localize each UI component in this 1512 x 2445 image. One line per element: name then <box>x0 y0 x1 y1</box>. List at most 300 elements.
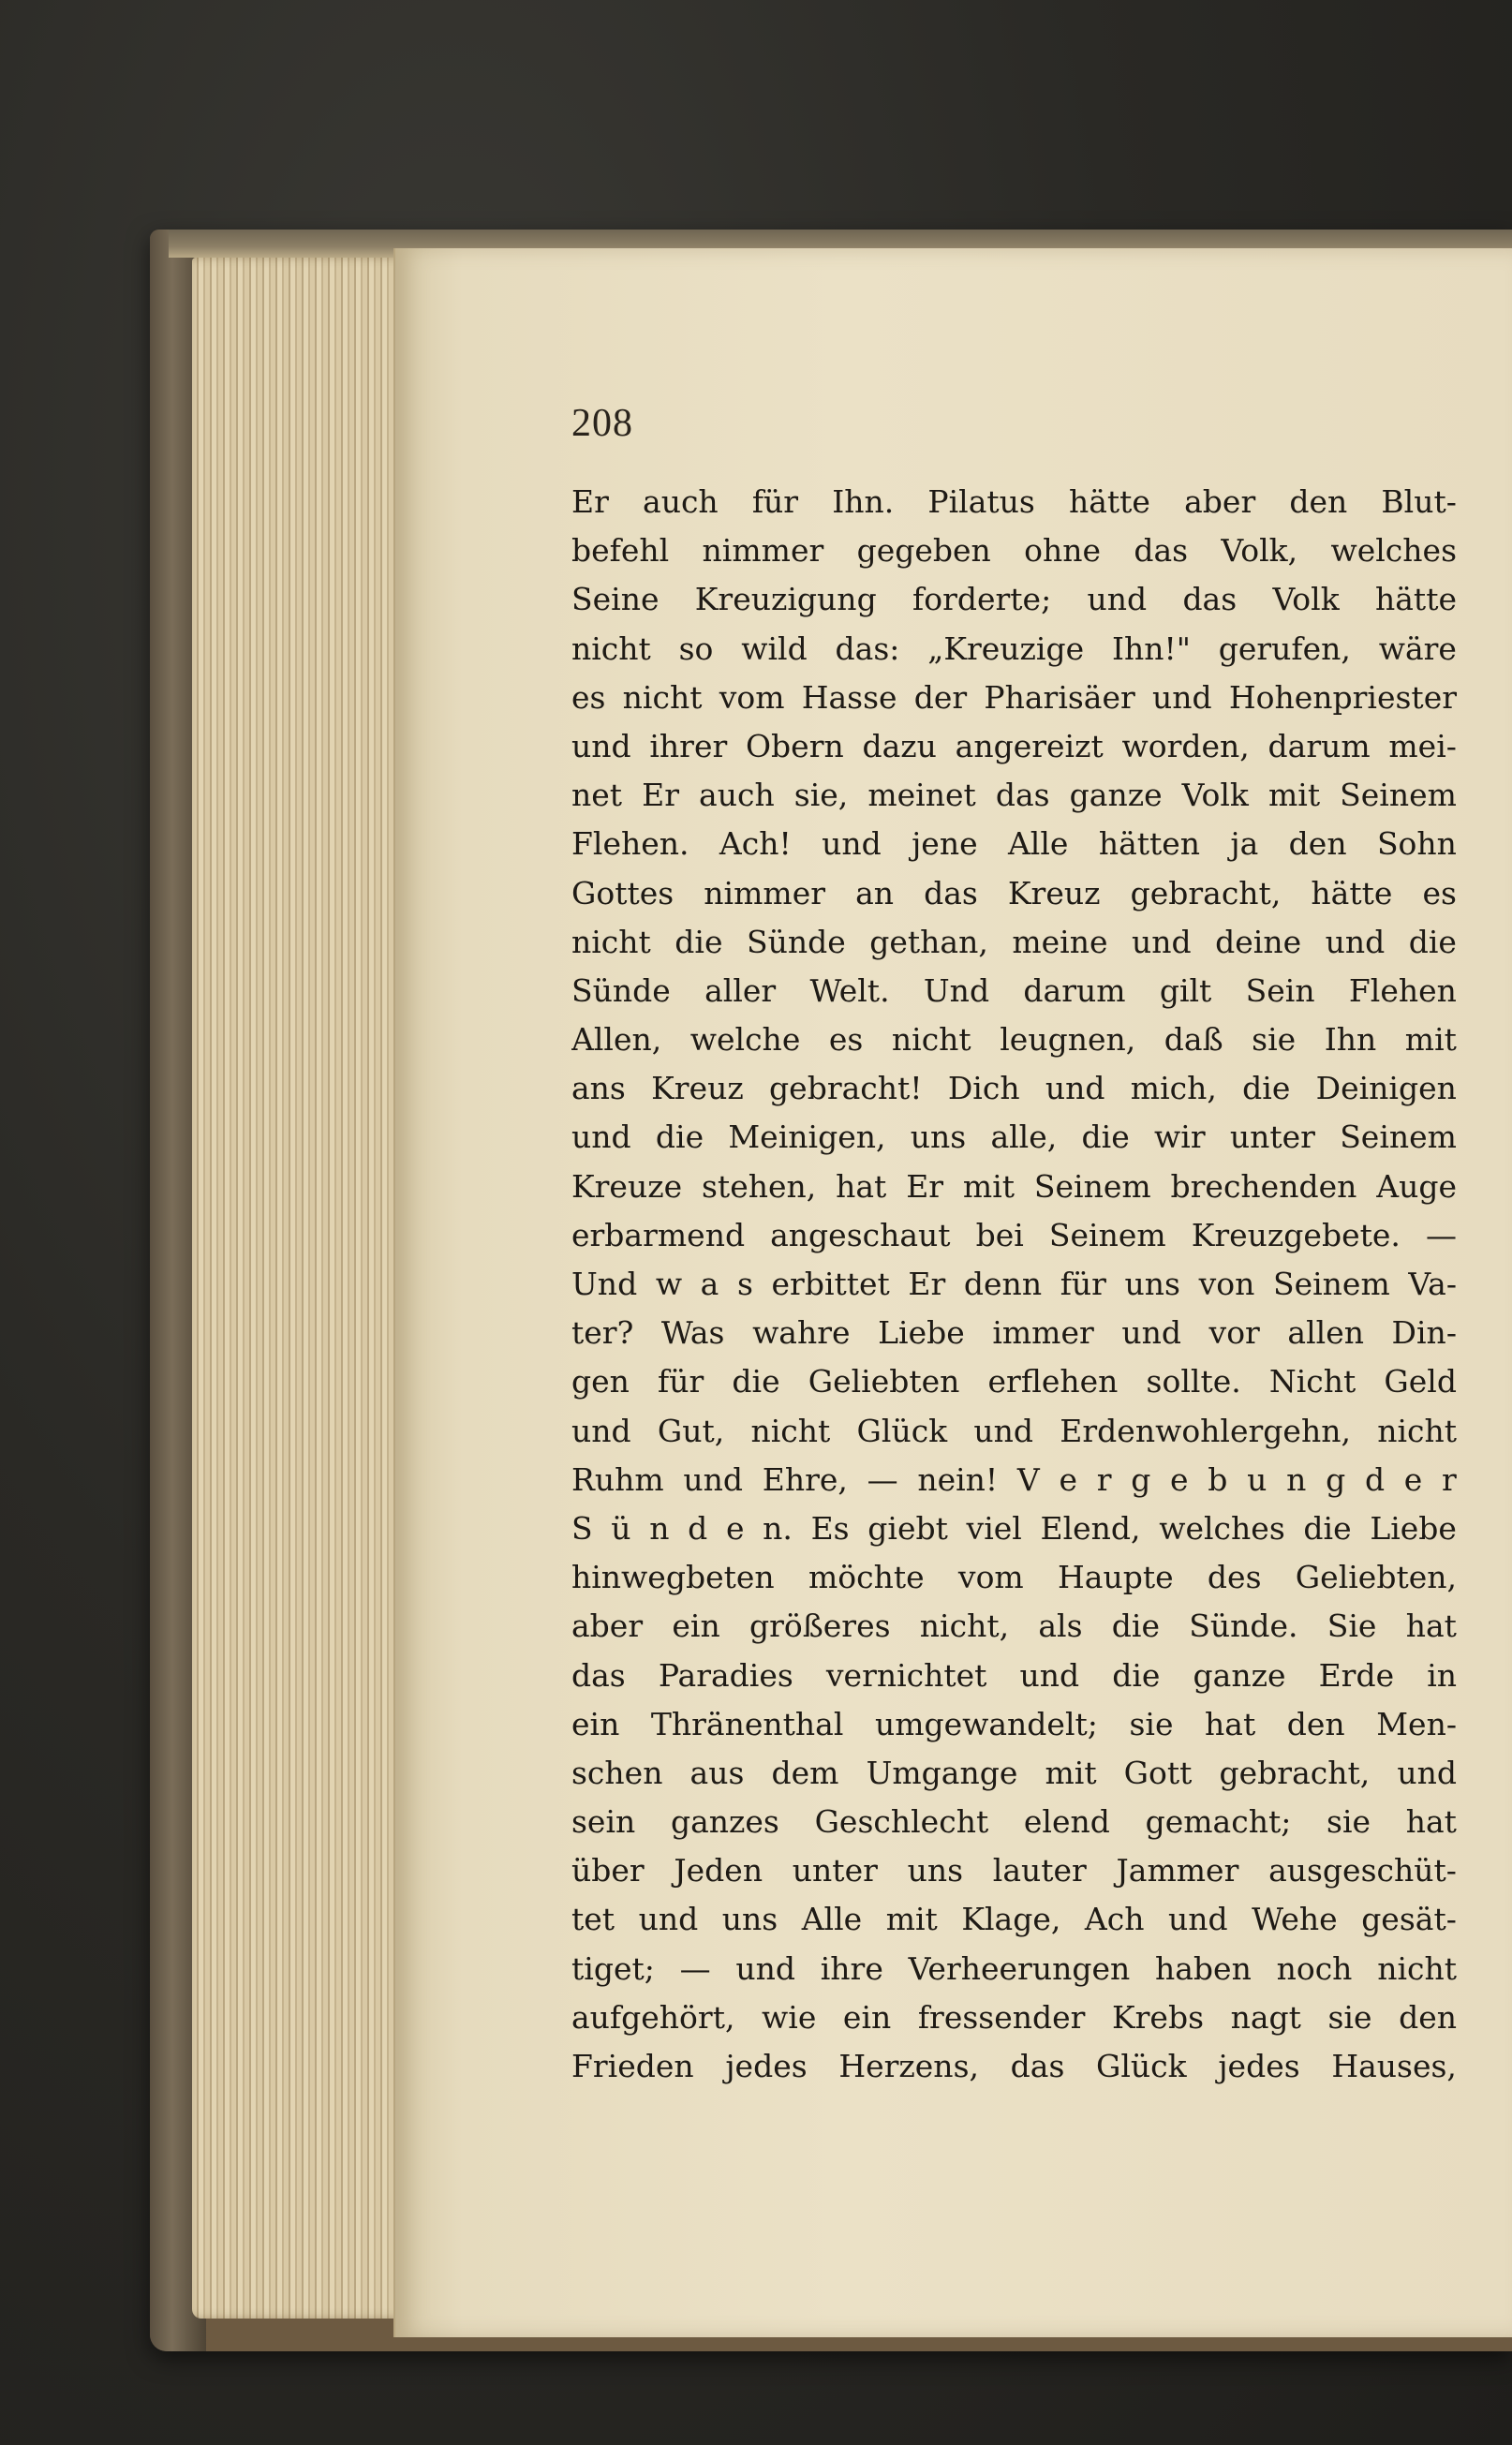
word: Und <box>923 971 990 1009</box>
word: und <box>1045 1070 1105 1107</box>
word: hat <box>1205 1705 1256 1742</box>
word: die <box>655 1119 704 1156</box>
word: Thränenthal <box>650 1705 844 1742</box>
word: b <box>1208 1460 1228 1498</box>
text-line <box>571 869 1457 918</box>
word: mit <box>1045 1754 1097 1791</box>
word: lauter <box>992 1852 1087 1889</box>
word: die <box>732 1363 780 1400</box>
word: gebracht, <box>1130 874 1282 911</box>
word: stehen, <box>702 1167 817 1205</box>
text-line <box>571 918 1457 967</box>
word: Ehre, <box>762 1460 848 1498</box>
word: Sünde <box>571 971 671 1009</box>
word: unter <box>1229 1119 1315 1156</box>
word: die <box>1111 1608 1160 1645</box>
word: und <box>683 1460 744 1498</box>
word: hätte <box>1068 483 1150 520</box>
word: ganze <box>1193 1656 1286 1694</box>
word: nicht <box>1377 1412 1457 1449</box>
word: Geliebten <box>808 1363 960 1400</box>
page-number: 208 <box>571 402 633 445</box>
text-line <box>571 1993 1457 2042</box>
word: Verheerungen <box>908 1949 1131 1987</box>
word: mich, <box>1130 1070 1217 1107</box>
word: Sie <box>1327 1608 1377 1645</box>
word: Seinem <box>1340 1119 1457 1156</box>
word: aus <box>689 1754 745 1791</box>
word: hat <box>1405 1803 1457 1841</box>
word: Sünde <box>747 923 846 960</box>
word: Hauses, <box>1331 2048 1457 2084</box>
word: meine <box>1012 923 1108 960</box>
text-line <box>571 722 1457 771</box>
word: nicht, <box>919 1608 1010 1645</box>
text-line <box>571 1945 1457 1993</box>
word: haben <box>1154 1949 1252 1987</box>
word: Hasse <box>801 678 897 716</box>
word: es <box>1422 874 1457 911</box>
word: das <box>1182 581 1238 618</box>
word: wild <box>741 630 808 667</box>
word: auch <box>699 777 775 814</box>
word: Welt. <box>809 971 890 1009</box>
word: umgewandelt; <box>874 1705 1098 1742</box>
word: ans <box>571 1070 626 1107</box>
word: ihrer <box>649 727 728 764</box>
word: darum <box>1023 971 1126 1009</box>
word: für <box>751 483 799 520</box>
word: ter? <box>571 1314 634 1352</box>
word: Liebe <box>1370 1509 1457 1547</box>
text-line <box>571 1749 1457 1798</box>
word: Volk <box>1272 581 1340 618</box>
word: g <box>1131 1460 1151 1498</box>
word: mei- <box>1388 727 1457 764</box>
word: w <box>655 1266 683 1302</box>
word: Ruhm <box>571 1460 664 1498</box>
word: hätten <box>1098 825 1201 863</box>
word: an <box>855 874 895 911</box>
word: das <box>1010 2048 1065 2084</box>
word: über <box>571 1852 645 1889</box>
word: hinwegbeten <box>571 1559 775 1596</box>
word: allen <box>1287 1314 1364 1352</box>
word: Volk <box>1181 777 1249 814</box>
word: Kreuzigung <box>694 581 877 618</box>
word: Flehen. <box>571 825 689 863</box>
word: und <box>638 1901 699 1938</box>
word: Es <box>810 1509 850 1547</box>
text-line <box>571 1113 1457 1162</box>
word: nicht <box>622 678 703 716</box>
word: sollte. <box>1146 1363 1241 1400</box>
word: d <box>1364 1460 1386 1498</box>
word: Geld <box>1384 1363 1457 1400</box>
word: denn <box>963 1266 1043 1302</box>
word: aller <box>704 971 777 1009</box>
word: befehl <box>571 532 670 570</box>
word: hat <box>836 1167 887 1205</box>
word: nicht <box>1377 1949 1457 1987</box>
word: welches <box>1330 532 1457 570</box>
word: und <box>1121 1314 1181 1352</box>
word: aber <box>571 1608 644 1645</box>
word: den <box>1286 1705 1345 1742</box>
word: sein <box>571 1803 636 1841</box>
word: Glück <box>856 1412 948 1449</box>
word: das <box>571 1656 626 1694</box>
word: Ach! <box>719 825 792 863</box>
word: der <box>913 678 968 716</box>
word: „Kreuzige <box>927 630 1085 667</box>
word: Klage, <box>961 1901 1061 1938</box>
text-line <box>571 2042 1457 2091</box>
word: nicht <box>750 1412 831 1449</box>
word: die <box>1408 923 1457 960</box>
word: dem <box>771 1754 839 1791</box>
word: Men- <box>1376 1705 1457 1742</box>
word: Wehe <box>1252 1901 1338 1938</box>
word: Allen, <box>571 1021 662 1059</box>
word: für <box>658 1363 704 1400</box>
word: Kreuz <box>1007 874 1101 911</box>
word: Ach <box>1084 1901 1145 1938</box>
word: gegeben <box>856 532 991 570</box>
word: Erde <box>1318 1656 1395 1694</box>
word: Frieden <box>571 2048 694 2084</box>
word: elend <box>1023 1803 1110 1841</box>
word: uns <box>910 1119 967 1156</box>
text-line <box>571 1700 1457 1749</box>
word: e <box>1170 1460 1189 1498</box>
word: vom <box>719 678 785 716</box>
word: mit <box>962 1167 1015 1205</box>
word: und <box>571 1412 631 1449</box>
word: wäre <box>1378 630 1457 667</box>
text-line <box>571 1553 1457 1602</box>
word: meinet <box>867 777 976 814</box>
word: aufgehört, <box>571 1998 735 2036</box>
word: gebracht! <box>769 1070 923 1107</box>
word: S <box>571 1509 593 1547</box>
word: die <box>1303 1509 1352 1547</box>
word: jedes <box>725 2048 808 2084</box>
word: Deinigen <box>1315 1070 1457 1107</box>
word: nicht <box>891 1021 971 1059</box>
word: schen <box>571 1754 663 1791</box>
word: sie <box>1129 1705 1174 1742</box>
word: den <box>1289 483 1348 520</box>
word: Alle <box>1007 825 1069 863</box>
word: es <box>828 1021 864 1059</box>
word: Ihn. <box>832 483 895 520</box>
word: forderte; <box>912 581 1052 618</box>
word: u <box>1247 1460 1267 1498</box>
word: gilt <box>1159 971 1212 1009</box>
word: nein! <box>917 1460 999 1498</box>
page-text <box>571 478 1457 2091</box>
word: immer <box>992 1314 1094 1352</box>
word: g <box>1326 1460 1346 1498</box>
word: Krebs <box>1112 1998 1205 2036</box>
word: und <box>1132 923 1192 960</box>
page-stack-edge <box>192 258 422 2319</box>
word: Obern <box>746 727 844 764</box>
word: n <box>649 1509 670 1547</box>
word: ja <box>1230 825 1259 863</box>
word: die <box>1112 1656 1161 1694</box>
word: sie <box>1327 1998 1372 2036</box>
word: sie <box>1252 1021 1297 1059</box>
word: ausgeschüt- <box>1268 1852 1457 1889</box>
word: worden, <box>1121 727 1250 764</box>
word: Ihn <box>1324 1021 1377 1059</box>
word: ohne <box>1024 532 1102 570</box>
word: uns <box>907 1852 964 1889</box>
word: nagt <box>1230 1998 1301 2036</box>
word: V <box>1016 1460 1040 1498</box>
word: und <box>1151 678 1212 716</box>
word: gethan, <box>869 923 988 960</box>
word: vor <box>1208 1314 1260 1352</box>
word: so <box>678 630 714 667</box>
word: möchte <box>808 1559 925 1596</box>
text-line <box>571 1602 1457 1651</box>
text-line <box>571 1504 1457 1553</box>
word: erflehen <box>987 1363 1119 1400</box>
word: deine <box>1215 923 1302 960</box>
word: vom <box>957 1559 1024 1596</box>
word: darum <box>1267 727 1371 764</box>
word: Din- <box>1391 1314 1457 1352</box>
word: Geschlecht <box>814 1803 989 1841</box>
word: den <box>1399 1998 1457 2036</box>
word: Alle <box>801 1901 863 1938</box>
word: Gottes <box>571 874 674 911</box>
word: giebt <box>867 1509 948 1547</box>
word: daß <box>1164 1021 1223 1059</box>
word: und <box>973 1412 1034 1449</box>
word: Seinem <box>1048 1216 1166 1253</box>
word: r <box>1096 1460 1112 1498</box>
word: e <box>725 1509 745 1547</box>
word: Flehen <box>1348 971 1457 1009</box>
word: erbarmend <box>571 1216 746 1253</box>
word: Elend, <box>1040 1509 1141 1547</box>
word: Ihn!" <box>1111 630 1191 667</box>
word: das: <box>835 630 900 667</box>
word: es <box>571 678 606 716</box>
word: Sohn <box>1376 825 1457 863</box>
word: wahre <box>752 1314 851 1352</box>
word: hat <box>1405 1608 1457 1645</box>
word: noch <box>1276 1949 1353 1987</box>
word: ein <box>842 1998 892 2036</box>
word: Liebe <box>878 1314 965 1352</box>
word: welche <box>689 1021 801 1059</box>
word: und <box>1325 923 1386 960</box>
word: und <box>735 1949 795 1987</box>
word: e <box>1059 1460 1077 1498</box>
word: brechenden <box>1170 1167 1357 1205</box>
word: net <box>571 777 623 814</box>
word: viel <box>966 1509 1022 1547</box>
word: wir <box>1154 1119 1206 1156</box>
word: gesät- <box>1361 1901 1457 1938</box>
word: das <box>1134 532 1189 570</box>
word: wie <box>762 1998 817 2036</box>
word: nicht <box>571 923 651 960</box>
word: tiget; <box>571 1949 655 1987</box>
word: unter <box>792 1852 878 1889</box>
word: Nicht <box>1268 1363 1356 1400</box>
text-line <box>571 1064 1457 1113</box>
word: den <box>1288 825 1347 863</box>
word: ihre <box>820 1949 883 1987</box>
word: nimmer <box>704 874 825 911</box>
word: hätte <box>1311 874 1393 911</box>
word: s <box>736 1266 753 1302</box>
word: mit <box>1267 777 1321 814</box>
text-line <box>571 1652 1457 1700</box>
word: von <box>1198 1266 1255 1302</box>
text-line <box>571 625 1457 674</box>
word: Er <box>642 777 679 814</box>
word: die <box>1081 1119 1130 1156</box>
word: Va- <box>1408 1266 1457 1302</box>
word: Er <box>906 1167 944 1205</box>
word: uns <box>721 1901 778 1938</box>
word: Und <box>571 1266 638 1302</box>
word: Pharisäer <box>984 678 1135 716</box>
text-line <box>571 1015 1457 1064</box>
word: fressender <box>917 1998 1086 2036</box>
word: r <box>1442 1460 1457 1498</box>
text-line <box>571 1357 1457 1406</box>
word: in <box>1427 1656 1457 1694</box>
text-line <box>571 1260 1457 1309</box>
word: mit <box>885 1901 938 1938</box>
text-line <box>571 575 1457 624</box>
word: Seine <box>571 581 660 618</box>
word: Sünde. <box>1189 1608 1298 1645</box>
word: angereizt <box>955 727 1104 764</box>
word: — <box>867 1460 898 1498</box>
word: und <box>1087 581 1148 618</box>
text-line <box>571 1211 1457 1260</box>
word: Glück <box>1096 2048 1187 2084</box>
text-line <box>571 478 1457 526</box>
word: Seinem <box>1033 1167 1151 1205</box>
word: als <box>1038 1608 1083 1645</box>
word: Herzens, <box>838 2048 979 2084</box>
text-line <box>571 1798 1457 1846</box>
word: mit <box>1404 1021 1457 1059</box>
word: Umgange <box>866 1754 1018 1791</box>
word: Pilatus <box>927 483 1035 520</box>
word: ein <box>571 1705 620 1742</box>
text-line <box>571 1846 1457 1895</box>
word: gen <box>571 1363 630 1400</box>
word: Seinem <box>1340 777 1457 814</box>
text-line <box>571 967 1457 1015</box>
word: aber <box>1184 483 1256 520</box>
word: ü <box>611 1509 631 1547</box>
word: welches <box>1159 1509 1285 1547</box>
word: — <box>1425 1216 1457 1253</box>
word: a <box>700 1266 719 1302</box>
word: Jeden <box>674 1852 763 1889</box>
word: Volk, <box>1221 532 1298 570</box>
word: Blut- <box>1381 483 1457 520</box>
word: Jammer <box>1116 1852 1239 1889</box>
word: sie, <box>793 777 849 814</box>
word: gebracht, <box>1219 1754 1371 1791</box>
word: und <box>822 825 882 863</box>
text-line <box>571 1407 1457 1456</box>
word: Gott <box>1123 1754 1193 1791</box>
word: Kreuze <box>571 1167 683 1205</box>
word: Auge <box>1376 1167 1457 1205</box>
word: Erdenwohlergehn, <box>1060 1412 1351 1449</box>
word: vernichtet <box>825 1656 987 1694</box>
word: leugnen, <box>1000 1021 1136 1059</box>
word: die <box>1242 1070 1291 1107</box>
word: Was <box>660 1314 725 1352</box>
word: Er <box>908 1266 946 1302</box>
word: Geliebten, <box>1295 1559 1457 1596</box>
word: ganzes <box>670 1803 779 1841</box>
word: n. <box>763 1509 793 1547</box>
word: Kreuz <box>651 1070 744 1107</box>
word: nicht <box>571 630 651 667</box>
word: und <box>1019 1656 1080 1694</box>
word: des <box>1207 1559 1262 1596</box>
word: Sein <box>1245 971 1315 1009</box>
text-line <box>571 1309 1457 1357</box>
text-line <box>571 1895 1457 1944</box>
text-line <box>571 1456 1457 1504</box>
word: d <box>688 1509 708 1547</box>
word: hätte <box>1375 581 1457 618</box>
word: alle, <box>990 1119 1058 1156</box>
word: die <box>674 923 723 960</box>
word: nimmer <box>702 532 824 570</box>
text-line <box>571 820 1457 868</box>
word: und <box>1397 1754 1457 1791</box>
word: und <box>571 1119 631 1156</box>
word: jene <box>912 825 978 863</box>
word: für <box>1060 1266 1106 1302</box>
word: größeres <box>749 1608 891 1645</box>
word: das <box>995 777 1050 814</box>
word: jedes <box>1218 2048 1300 2084</box>
text-line <box>571 674 1457 722</box>
word: und <box>571 727 631 764</box>
word: erbittet <box>771 1266 890 1302</box>
word: bei <box>975 1216 1024 1253</box>
word: Er <box>571 483 609 520</box>
word: n <box>1286 1460 1307 1498</box>
word: dazu <box>862 727 937 764</box>
word: e <box>1403 1460 1423 1498</box>
word: Meinigen, <box>728 1119 886 1156</box>
word: sie <box>1327 1803 1371 1841</box>
text-line <box>571 1163 1457 1211</box>
text-line <box>571 771 1457 820</box>
word: Kreuzgebete. <box>1191 1216 1401 1253</box>
